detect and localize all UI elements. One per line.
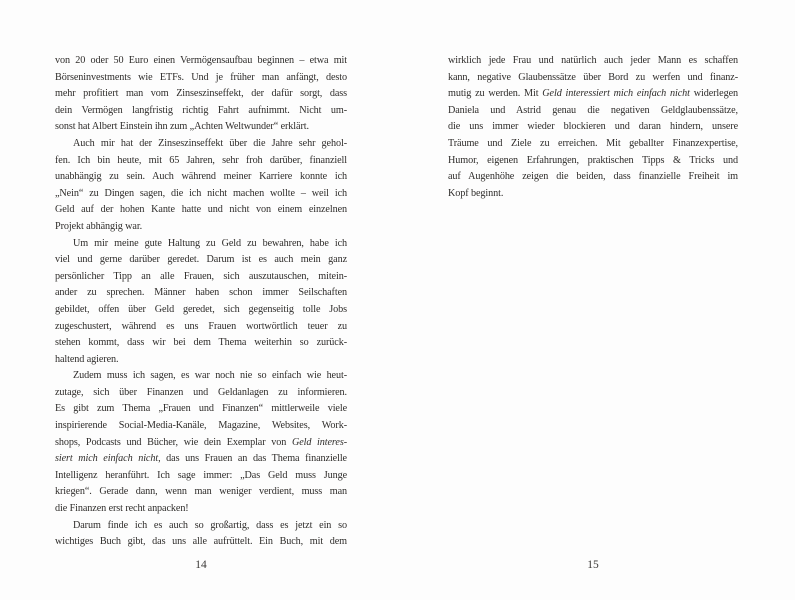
text-line: [55, 53, 347, 70]
text-line: [55, 70, 347, 87]
text-segment: Intelligenz heranführt. Ich sage immer: „Das Geld muss Junge: [55, 469, 347, 481]
text-segment: wichtiges Buch gibt, das uns alle aufrüttelt. Ein Buch, mit dem: [55, 536, 347, 548]
text-segment: kriegen“. Gerade dann, wenn man weniger verdient, muss man: [55, 486, 347, 498]
text-line: [55, 103, 347, 120]
text-line: [55, 319, 347, 336]
text-segment: zugeschustert, während es uns Frauen wortwörtlich teuer zu: [55, 320, 347, 332]
text-line: [55, 435, 347, 452]
text-line: [55, 219, 347, 236]
text-line: [55, 484, 347, 501]
text-segment: Börseninvestments wie ETFs. Und je früher man anfängt, desto: [55, 71, 347, 83]
text-segment: Auch mir hat der Zinseszinseffekt über die Jahre sehr gehol-: [73, 137, 347, 149]
text-line: [55, 86, 347, 103]
page-left-text: [55, 53, 347, 551]
text-line: [55, 202, 347, 219]
text-segment: mehr profitiert man vom Zinseszinseffekt, der dafür sorgt, dass: [55, 88, 347, 100]
text-segment: Kopf beginnt.: [448, 187, 504, 199]
text-segment: Daniela und Astrid genau die negativen Geldglaubenssätze,: [448, 104, 738, 116]
text-segment: Geld auf der hohen Kante hatte und nicht von einem einzelnen: [55, 204, 347, 216]
text-segment: kann, negative Glaubenssätze über Bord zu werfen und finanz-: [448, 71, 738, 83]
text-segment: shops, Podcasts und Bücher, wie dein Exemplar von: [55, 436, 292, 448]
text-segment: widerlegen: [689, 88, 738, 100]
text-line: [55, 169, 347, 186]
text-segment: gebildet, offen über Geld geredet, sich gegenseitig tolle Jobs: [55, 303, 347, 315]
text-line: [55, 451, 347, 468]
text-line: [55, 385, 347, 402]
text-segment: haltend agieren.: [55, 353, 119, 365]
text-segment: zutage, sich über Finanzen und Geldanlagen zu informieren.: [55, 386, 347, 398]
text-segment: viel und gerne darüber geredet. Darum ist es auch mein ganz: [55, 254, 347, 266]
text-line: [55, 352, 347, 369]
text-line: [448, 119, 738, 136]
italic-text-segment: Geld interessiert mich einfach nicht: [542, 88, 690, 100]
text-segment: Humor, eigenen Erfahrungen, praktischen Tipps & Tricks und: [448, 154, 738, 166]
text-line: [55, 236, 347, 253]
italic-text-segment: siert mich einfach nicht: [55, 453, 159, 465]
text-segment: unabhängig zu sein. Auch während meiner Karriere konnte ich: [55, 171, 347, 183]
text-line: [55, 269, 347, 286]
text-segment: mutig zu werden. Mit: [448, 88, 543, 100]
text-line: [55, 418, 347, 435]
page-number-right: 15: [587, 559, 599, 571]
text-segment: „Nein“ zu Dingen sagen, die ich nicht machen wollte – weil ich: [55, 187, 347, 199]
text-line: [55, 335, 347, 352]
text-line: [448, 53, 738, 70]
text-segment: persönlicher Tipp an alle Frauen, sich auszutauschen, mitein-: [55, 270, 347, 282]
text-line: [55, 186, 347, 203]
text-line: [55, 252, 347, 269]
text-line: [55, 302, 347, 319]
text-line: [448, 70, 738, 87]
text-segment: Zudem muss ich sagen, es war noch nie so einfach wie heut-: [73, 370, 347, 382]
text-segment: Es gibt zum Thema „Frauen und Finanzen“ mittlerweile viele: [55, 403, 347, 415]
page-number-left: 14: [195, 559, 207, 571]
text-segment: die Finanzen erst recht anpacken!: [55, 503, 189, 515]
page-right-text: [448, 53, 738, 202]
text-segment: Um mir meine gute Haltung zu Geld zu bewahren, habe ich: [73, 237, 347, 249]
text-segment: wirklich jede Frau und natürlich auch jeder Mann es schaffen: [448, 55, 738, 66]
text-segment: ander zu sprechen. Männer haben schon immer Seilschaften: [55, 287, 347, 299]
text-line: [55, 401, 347, 418]
text-line: [55, 119, 347, 136]
text-segment: dein Vermögen langfristig richtig Fahrt aufnimmt. Nicht um-: [55, 104, 347, 116]
text-segment: Träume und Ziele zu erreichen. Mit geballter Finanzexpertise,: [448, 137, 738, 149]
text-line: [448, 86, 738, 103]
italic-text-segment: Geld interes-: [291, 436, 347, 448]
text-segment: die uns immer wieder blockieren und daran hindern, unsere: [448, 121, 738, 133]
text-line: [448, 136, 738, 153]
text-line: [55, 501, 347, 518]
text-line: [448, 153, 738, 170]
text-segment: , das uns Frauen an das Thema finanzielle: [158, 453, 347, 465]
text-segment: sonst hat Albert Einstein ihn zum „Achten Weltwunder“ erklärt.: [55, 121, 309, 133]
text-segment: inspirierende Social-Media-Kanäle, Magazine, Websites, Work-: [55, 420, 347, 432]
text-line: [448, 186, 738, 203]
text-line: [55, 534, 347, 551]
text-line: [55, 368, 347, 385]
text-line: [448, 103, 738, 120]
text-line: [55, 518, 347, 535]
text-segment: auf Augenhöhe zeigen die beiden, dass finanzielle Freiheit im: [448, 171, 738, 183]
text-segment: Darum finde ich es auch so großartig, dass es jetzt ein so: [73, 519, 347, 531]
text-segment: stehen kommt, dass wir bei dem Thema weiterhin so zurück-: [55, 337, 347, 349]
text-line: [55, 136, 347, 153]
text-segment: von 20 oder 50 Euro einen Vermögensaufbau beginnen – etwa mit: [55, 55, 347, 66]
text-line: [55, 285, 347, 302]
text-line: [55, 468, 347, 485]
text-line: [55, 153, 347, 170]
text-segment: Projekt abhängig war.: [55, 220, 143, 232]
text-segment: fen. Ich bin heute, mit 65 Jahren, sehr froh darüber, finanziell: [55, 154, 347, 166]
text-line: [448, 169, 738, 186]
